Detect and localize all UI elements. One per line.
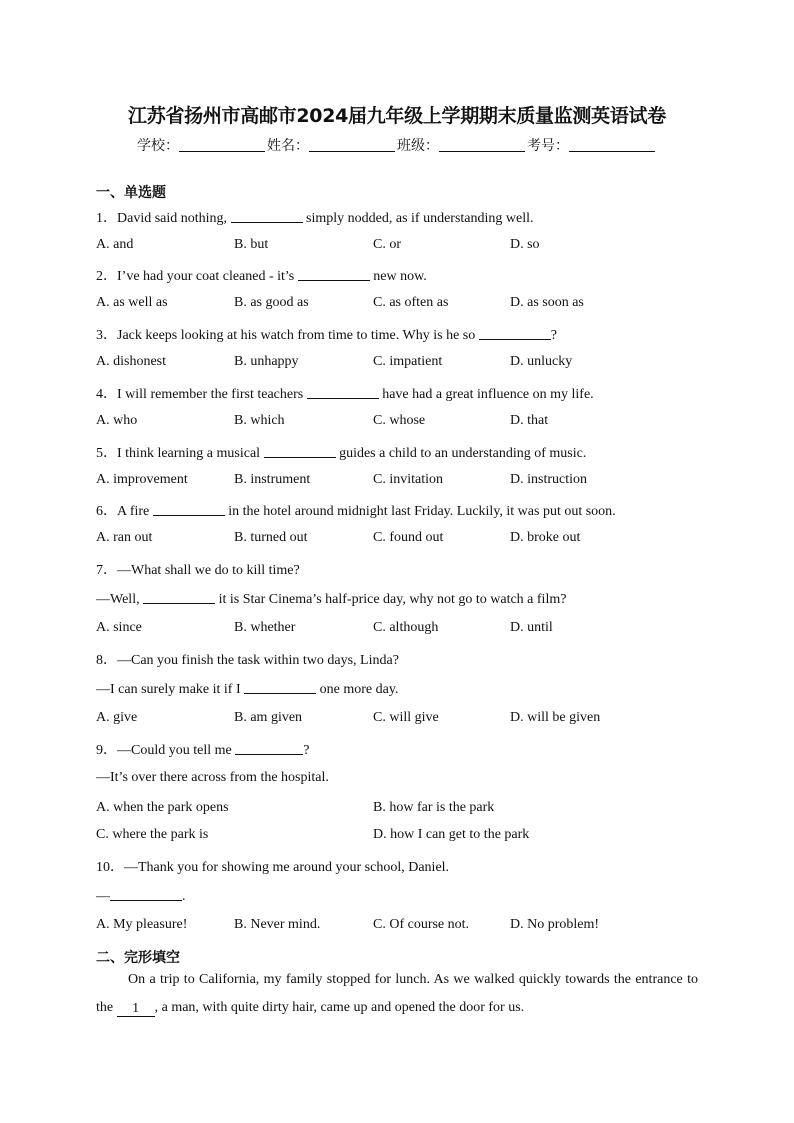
option-a[interactable]: A. My pleasure! <box>96 917 188 932</box>
passage-text: On a trip to California, my family stopped for lunch. As we walked quickly towards the entrance to the <box>96 972 698 1015</box>
option-b[interactable]: B. but <box>234 237 269 252</box>
option-c[interactable]: C. invitation <box>373 472 443 487</box>
section-heading-single-choice: 一、单选题 <box>96 185 166 201</box>
option-c[interactable]: C. or <box>373 237 401 252</box>
question-text: —Well, <box>96 592 144 607</box>
student-info-line <box>0 135 794 155</box>
answer-blank <box>235 741 303 755</box>
question-text: ? <box>303 743 310 758</box>
school-blank[interactable] <box>179 137 265 152</box>
class-label: 班级： <box>397 138 439 154</box>
name-blank[interactable] <box>309 137 395 152</box>
question-3 <box>96 324 557 344</box>
question-text: new now. <box>369 269 427 284</box>
option-d[interactable]: D. so <box>510 237 540 252</box>
question-10-reply <box>96 887 186 905</box>
option-d[interactable]: D. unlucky <box>510 354 573 369</box>
name-label: 姓名： <box>267 138 309 154</box>
answer-blank <box>479 326 551 340</box>
answer-blank <box>307 385 379 399</box>
option-c[interactable]: C. found out <box>373 530 444 545</box>
answer-blank <box>110 887 182 901</box>
option-b[interactable]: B. Never mind. <box>234 917 321 932</box>
cloze-passage <box>96 966 698 1022</box>
option-d[interactable]: D. how I can get to the park <box>373 827 530 842</box>
question-1 <box>96 207 534 227</box>
school-label: 学校： <box>137 138 179 154</box>
passage-text: , a man, with quite dirty hair, came up and opened the door for us. <box>154 1000 525 1015</box>
answer-blank <box>143 590 215 604</box>
option-a[interactable]: A. as well as <box>96 295 168 310</box>
option-b[interactable]: B. as good as <box>234 295 309 310</box>
option-a[interactable]: A. dishonest <box>96 354 166 369</box>
option-b[interactable]: B. which <box>234 413 285 428</box>
option-d[interactable]: D. instruction <box>510 472 587 487</box>
question-text: guides a child to an understanding of music. <box>335 446 587 461</box>
question-text: one more day. <box>316 682 399 697</box>
option-c[interactable]: C. will give <box>373 710 439 725</box>
option-a[interactable]: A. improvement <box>96 472 188 487</box>
question-text: 9．—Could you tell me <box>96 743 236 758</box>
option-d[interactable]: D. that <box>510 413 549 428</box>
question-7: 7．—What shall we do to kill time? <box>96 563 300 578</box>
option-b[interactable]: B. turned out <box>234 530 308 545</box>
question-text: ? <box>550 328 557 343</box>
question-8: 8．—Can you finish the task within two days, Linda? <box>96 653 399 668</box>
question-8-reply <box>96 680 398 698</box>
option-a[interactable]: A. when the park opens <box>96 800 229 815</box>
question-text: it is Star Cinema’s half-price day, why not go to watch a film? <box>215 592 567 607</box>
answer-blank <box>244 680 316 694</box>
answer-blank <box>298 267 370 281</box>
question-9-reply: —It’s over there across from the hospital. <box>96 770 329 785</box>
option-c[interactable]: C. where the park is <box>96 827 209 842</box>
option-a[interactable]: A. ran out <box>96 530 153 545</box>
question-text: 4．I will remember the first teachers <box>96 387 307 402</box>
answer-blank <box>264 444 336 458</box>
answer-blank <box>153 502 225 516</box>
option-d[interactable]: D. broke out <box>510 530 581 545</box>
question-6 <box>96 500 616 520</box>
option-b[interactable]: B. unhappy <box>234 354 299 369</box>
option-a[interactable]: A. since <box>96 620 142 635</box>
option-d[interactable]: D. No problem! <box>510 917 600 932</box>
option-d[interactable]: D. until <box>510 620 553 635</box>
option-c[interactable]: C. whose <box>373 413 426 428</box>
option-c[interactable]: C. although <box>373 620 439 635</box>
question-7-reply <box>96 590 566 608</box>
question-text: 6．A fire <box>96 504 153 519</box>
option-c[interactable]: C. Of course not. <box>373 917 470 932</box>
question-text: 3．Jack keeps looking at his watch from time to time. Why is he so <box>96 328 479 343</box>
option-b[interactable]: B. instrument <box>234 472 311 487</box>
option-d[interactable]: D. as soon as <box>510 295 584 310</box>
question-text: 5．I think learning a musical <box>96 446 264 461</box>
class-blank[interactable] <box>439 137 525 152</box>
option-c[interactable]: C. impatient <box>373 354 443 369</box>
question-text: — <box>96 889 110 904</box>
question-4 <box>96 383 594 403</box>
question-text: 1．David said nothing, <box>96 211 231 226</box>
question-text: —I can surely make it if I <box>96 682 245 697</box>
question-text: 2．I’ve had your coat cleaned - it’s <box>96 269 298 284</box>
page-title: 江苏省扬州市高邮市2024届九年级上学期期末质量监测英语试卷 <box>128 105 666 127</box>
question-text: . <box>182 889 186 904</box>
option-b[interactable]: B. how far is the park <box>373 800 495 815</box>
option-b[interactable]: B. whether <box>234 620 296 635</box>
option-c[interactable]: C. as often as <box>373 295 449 310</box>
question-text: in the hotel around midnight last Friday. Luckily, it was put out soon. <box>224 504 616 519</box>
option-a[interactable]: A. who <box>96 413 138 428</box>
question-text: simply nodded, as if understanding well. <box>302 211 534 226</box>
section-heading-cloze: 二、完形填空 <box>96 950 180 966</box>
exam-no-blank[interactable] <box>569 137 655 152</box>
question-9 <box>96 739 309 759</box>
option-d[interactable]: D. will be given <box>510 710 601 725</box>
option-a[interactable]: A. give <box>96 710 138 725</box>
answer-blank <box>231 209 303 223</box>
cloze-blank-1: 1 <box>117 1001 155 1017</box>
question-10: 10．—Thank you for showing me around your school, Daniel. <box>96 860 450 875</box>
option-a[interactable]: A. and <box>96 237 134 252</box>
question-2 <box>96 265 427 285</box>
option-b[interactable]: B. am given <box>234 710 303 725</box>
exam-no-label: 考号： <box>527 138 569 154</box>
question-text: have had a great influence on my life. <box>378 387 594 402</box>
question-5 <box>96 442 586 462</box>
